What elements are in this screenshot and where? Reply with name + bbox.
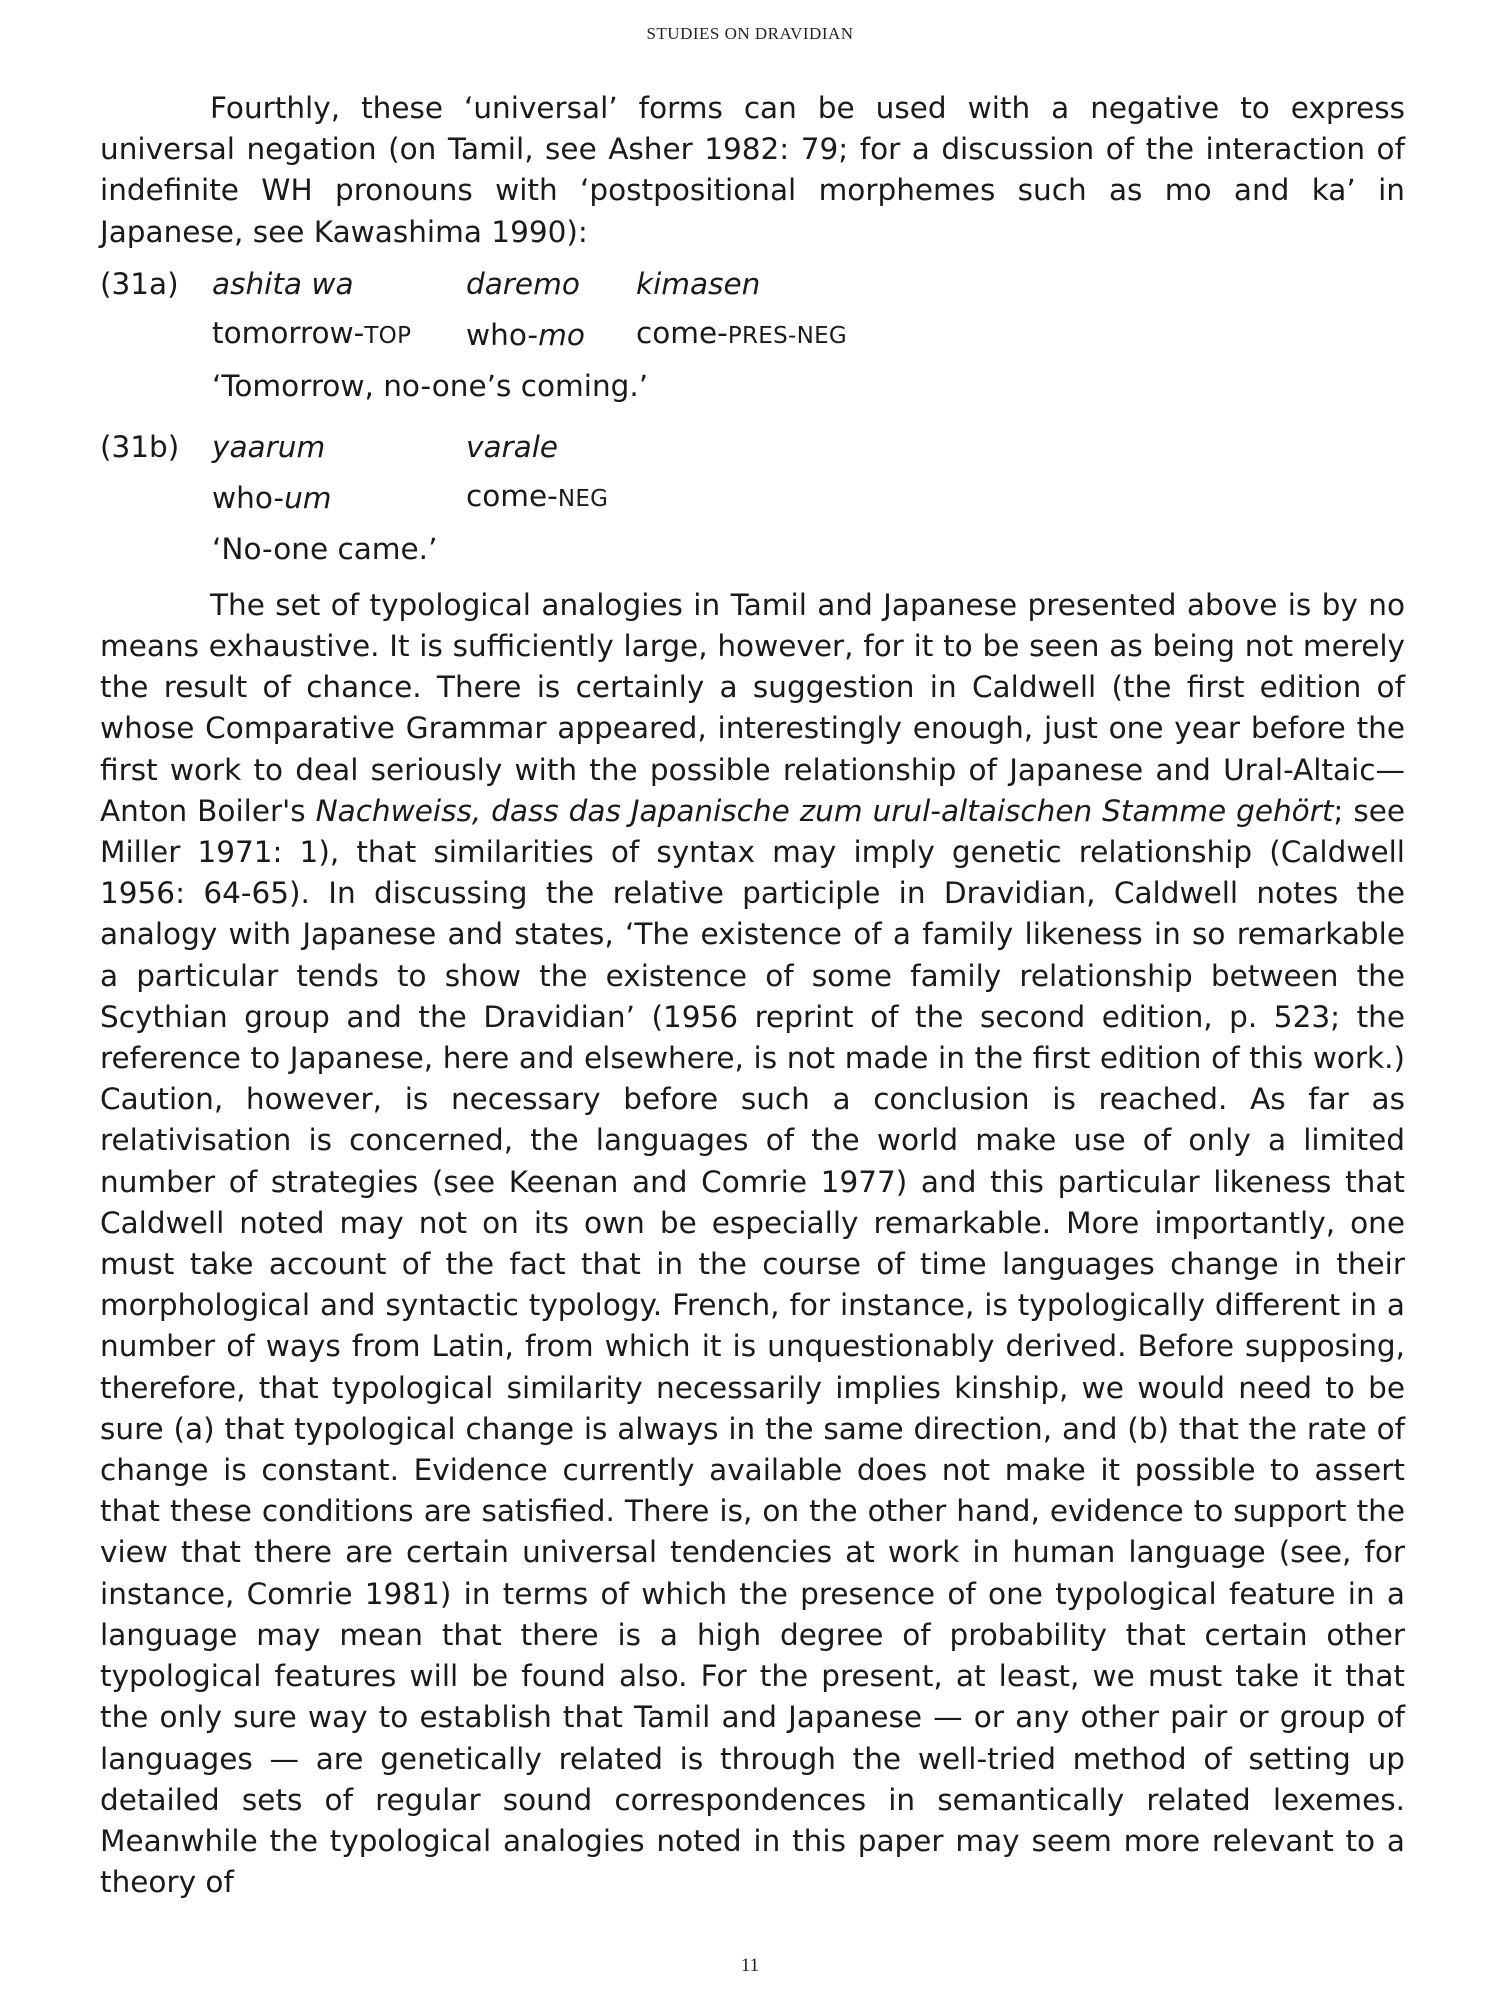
example-31b-translation-row: [100, 524, 1405, 575]
example-31b-gloss-row: [100, 473, 1405, 524]
page-number: 11: [740, 1955, 760, 1976]
example-31a-number: (31a): [100, 266, 179, 301]
example-31a-word-1: ashita wa: [212, 266, 354, 301]
example-31a-gloss-1: tomorrow-TOP: [212, 316, 412, 351]
example-31b-gloss-2: come-NEG: [466, 479, 609, 514]
example-31a-gloss-2: who-mo: [466, 317, 585, 352]
example-31b-translation: ‘No-one came.’: [212, 531, 438, 566]
example-31a-gloss-3: come-PRES-NEG: [636, 316, 848, 351]
paragraph-2: The set of typological analogies in Tamil and Japanese presented above is by no means exhaustive. It is sufficiently large, however, for it to be seen as being not merely the result of chance. There is certainly a suggestion in Caldwell (the first edition of whose Comparative Grammar appeared, interestingly enough, just one year before the first work to deal seriously with the possible relationship of Japanese and Ural-Altaic—Anton Boiler's Nachweiss, dass das Japanische zum urul-altaischen Stamme gehört; see Miller 1971: 1), that similarities of syntax may imply genetic relationship (Caldwell 1956: 64-65). In discussing the relative participle in Dravidian, Caldwell notes the analogy with Japanese and states, ‘The existence of a family likeness in so remarkable a particular tends to show the existence of some family relationship between the Scythian group and the Dravidian’ (1956 reprint of the second edition, p. 523; the reference to Japanese, here and elsewhere, is not made in the first edition of this work.) Caution, however, is necessary before such a conclusion is reached. As far as relativisation is concerned, the languages of the world make use of only a limited number of strategies (see Keenan and Comrie 1977) and this particular likeness that Caldwell noted may not on its own be especially remarkable. More importantly, one must take account of the fact that in the course of time languages change in their morphological and syntactic typology. French, for instance, is typologically different in a number of ways from Latin, from which it is unquestionably derived. Before supposing, therefore, that typological similarity necessarily implies kinship, we would need to be sure (a) that typological change is always in the same direction, and (b) that the rate of change is constant. Evidence currently available does not make it possible to assert that these conditions are satisfied. There is, on the other hand, evidence to support the view that there are certain universal tendencies at work in human language (see, for instance, Comrie 1981) in terms of which the presence of one typological feature in a language may mean that there is a high degree of probability that certain other typological features will be found also. For the present, at least, we must take it that the only sure way to establish that Tamil and Japanese — or any other pair or group of languages — are genetically related is through the well-tried method of setting up detailed sets of regular sound correspondences in semantically related lexemes. Meanwhile the typological analogies noted in this paper may seem more relevant to a theory of: [100, 587, 1405, 1900]
example-31a-translation: ‘Tomorrow, no-one’s coming.’: [212, 368, 649, 403]
example-31a-gloss-row: [100, 310, 1405, 361]
example-31b-word-1: yaarum: [212, 429, 326, 464]
body-text: [100, 88, 1405, 1903]
example-31a-words-row: [100, 259, 1405, 310]
example-31a-word-3: kimasen: [636, 266, 761, 301]
example-31b-gloss-1: who-um: [212, 480, 332, 515]
example-31b: [100, 422, 1405, 575]
example-31b-word-2: varale: [466, 429, 559, 464]
example-31b-number: (31b): [100, 429, 180, 464]
running-head: STUDIES ON DRAVIDIAN: [646, 24, 854, 43]
example-31a-translation-row: [100, 361, 1405, 412]
book-title: Nachweiss, dass das Japanische zum urul-altaischen Stamme gehört: [315, 793, 1334, 828]
paragraph-1: Fourthly, these ‘universal’ forms can be used with a negative to express universal negation (on Tamil, see Asher 1982: 79; for a discussion of the interaction of indefinite WH pronouns with ‘postpositional morphemes such as mo and ka’ in Japanese, see Kawashima 1990):: [100, 91, 1405, 249]
example-31b-words-row: [100, 422, 1405, 473]
example-31a: [100, 259, 1405, 412]
example-31a-word-2: daremo: [466, 266, 580, 301]
